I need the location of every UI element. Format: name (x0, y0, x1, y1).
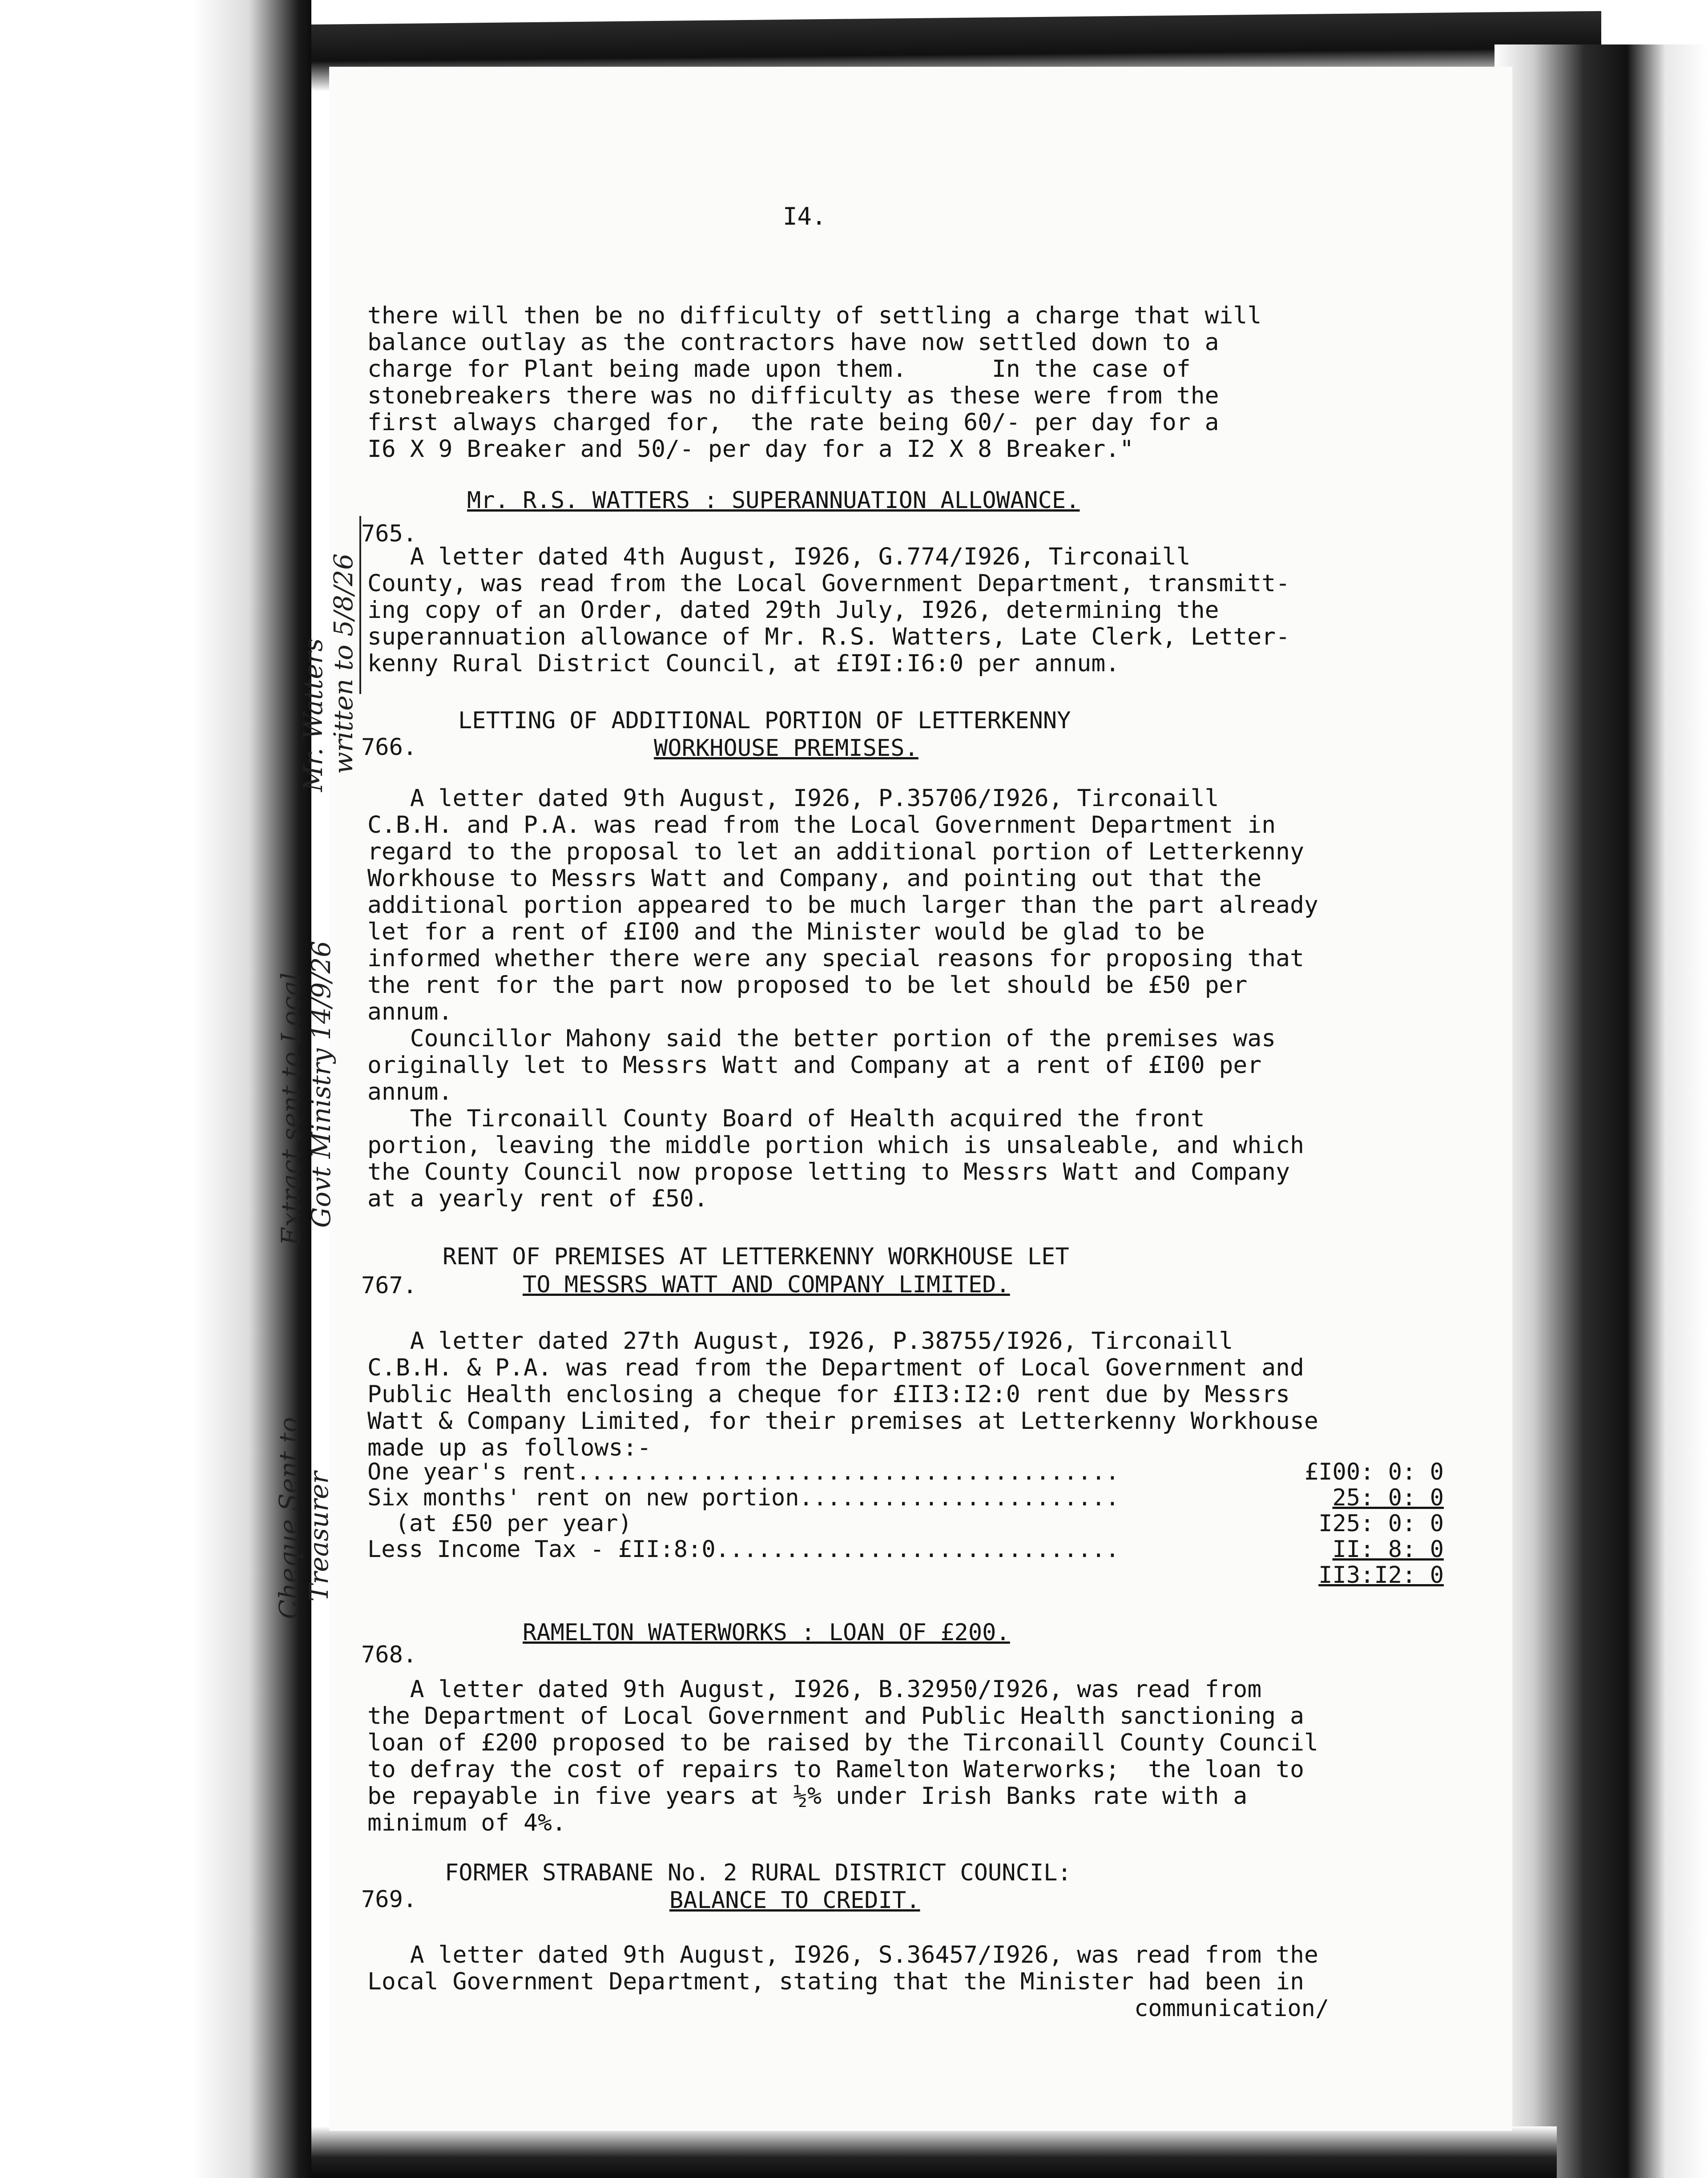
handwritten-note-767: Cheque Sent to Treasurer (274, 1417, 334, 1619)
minute-body-768: A letter dated 9th August, I926, B.32950/I926, was read from the Department of Local Government and Public Health sanctioning a loan of £200 proposed to be raised by the Tirconaill County Council to defray the cost of repairs to Ramelton Waterworks; the loan to be repayable in five years at ½% under Irish Banks rate with a minimum of 4%. (367, 1676, 1318, 1836)
heading-766-line1: LETTING OF ADDITIONAL PORTION OF LETTERKENNY (458, 707, 1071, 734)
table-row (367, 1537, 1444, 1562)
minute-body-767: A letter dated 27th August, I926, P.38755/I926, Tirconaill C.B.H. & P.A. was read from the Department of Local Government and Public Health enclosing a cheque for £II3:I2:0 rent due by Messrs Watt & Company Limited, for their premises at Letterkenny Workhouse made up as follows:- (367, 1327, 1318, 1461)
minute-number-765: 765. (361, 520, 417, 547)
handwritten-note-766: Extract sent to Local Govt Ministry 14/9/26 (276, 940, 336, 1246)
row-total: II3:I2: 0 (1318, 1562, 1444, 1589)
heading-766-line2: WORKHOUSE PREMISES. (654, 735, 918, 762)
row-label: Less Income Tax - £II:8:0............................. (367, 1536, 1120, 1563)
table-row (367, 1562, 1444, 1588)
row-amount: II: 8: 0 (1332, 1536, 1444, 1563)
heading-769-line1: FORMER STRABANE No. 2 RURAL DISTRICT COUNCIL: (445, 1859, 1072, 1886)
heading-769-line2: BALANCE TO CREDIT. (669, 1887, 920, 1914)
handwritten-note-765: Mr. Watters written to 5/8/26 (298, 553, 359, 792)
minute-number-767: 767. (361, 1272, 417, 1299)
row-label: One year's rent....................................... (367, 1459, 1120, 1485)
heading-767-line2: TO MESSRS WATT AND COMPANY LIMITED. (523, 1271, 1010, 1298)
minute-body-766: A letter dated 9th August, I926, P.35706/I926, Tirconaill C.B.H. and P.A. was read from the Local Government Department in regard to the proposal to let an additional portion of Letterkenny Workhouse to Messrs Watt and Company, and pointing out that the additional portion appeared to be much larger than the part already let for a rent of £I00 and the Minister would be glad to be informed whether there were any special reasons for proposing that the rent for the part now proposed to be let should be £50 per annum. Councillor Mahony said the better portion of the premises was originally let to Messrs Watt and Company at a rent of £I00 per annum. The Tirconaill County Board of Health acquired the front portion, leaving the middle portion which is unsaleable, and which the County Council now propose letting to Messrs Watt and Company at a yearly rent of £50. (367, 785, 1318, 1212)
table-row (367, 1511, 1444, 1537)
row-amount: I25: 0: 0 (1318, 1510, 1444, 1537)
catchword: communication/ (1134, 1995, 1329, 2022)
rent-account-table (367, 1459, 1444, 1588)
table-row (367, 1485, 1444, 1511)
row-label: Six months' rent on new portion....................... (367, 1484, 1120, 1511)
minute-number-768: 768. (361, 1642, 417, 1668)
heading-767-line1: RENT OF PREMISES AT LETTERKENNY WORKHOUSE LET (443, 1243, 1069, 1270)
table-row (367, 1459, 1444, 1485)
minute-number-766: 766. (361, 734, 417, 761)
scan-dark-edge-bottom (311, 2126, 1557, 2178)
row-label: (at £50 per year) (367, 1510, 632, 1537)
heading-765: Mr. R.S. WATTERS : SUPERANNUATION ALLOWANCE. (467, 487, 1080, 514)
scan-dark-edge-left (0, 0, 311, 2178)
minute-body-769: A letter dated 9th August, I926, S.36457/I926, was read from the Local Government Department, stating that the Minister had been in (367, 1941, 1318, 1995)
minute-number-769: 769. (361, 1886, 417, 1913)
minute-body-765: A letter dated 4th August, I926, G.774/I926, Tirconaill County, was read from the Local Government Department, transmitt- ing copy of an Order, dated 29th July, I926, determining the superannuation allowance of Mr. R.S. Watters, Late Clerk, Letter- kenny Rural District Council, at £I9I:I6:0 per annum. (367, 543, 1290, 677)
intro-paragraph: there will then be no difficulty of settling a charge that will balance outlay as the contractors have now settled down to a charge for Plant being made upon them. In the case of stonebreakers there was no difficulty as these were from the first always charged for, the rate being 60/- per day for a I6 X 9 Breaker and 50/- per day for a I2 X 8 Breaker." (367, 302, 1262, 463)
page-number: I4. (783, 202, 826, 230)
row-amount: £I00: 0: 0 (1304, 1459, 1444, 1485)
scan-dark-edge-right (1494, 44, 1708, 2178)
heading-768: RAMELTON WATERWORKS : LOAN OF £200. (523, 1619, 1010, 1646)
row-amount: 25: 0: 0 (1332, 1484, 1444, 1511)
